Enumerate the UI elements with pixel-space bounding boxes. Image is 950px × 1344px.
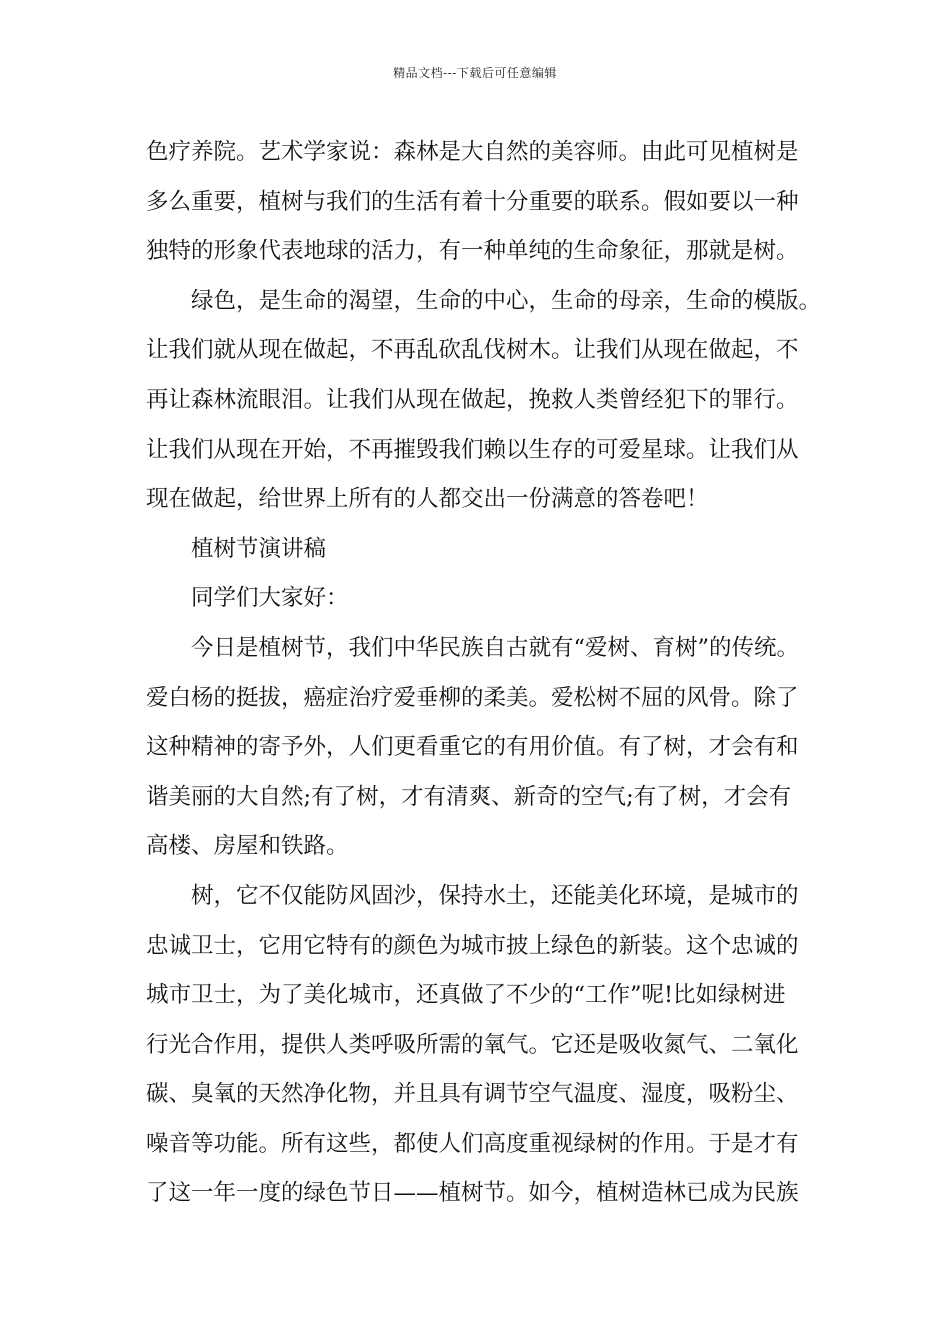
text-line: 让我们就从现在做起，不再乱砍乱伐树木。让我们从现在做起，不 — [146, 337, 799, 364]
text-line: 色疗养院。艺术学家说：森林是大自然的美容师。由此可见植树是 — [146, 139, 799, 165]
text-line: 谐美丽的大自然;有了树，才有清爽、新奇的空气;有了树，才会有 — [146, 783, 792, 810]
text-line: 绿色，是生命的渴望，生命的中心，生命的母亲，生命的模版。 — [191, 287, 822, 314]
text-line: 了这一年一度的绿色节日——植树节。如今，植树造林已成为民族 — [146, 1180, 799, 1207]
text-line: 多么重要，植树与我们的生活有着十分重要的联系。假如要以一种 — [146, 188, 799, 215]
text-line: 再让森林流眼泪。让我们从现在做起，挽救人类曾经犯下的罪行。 — [146, 386, 799, 413]
document-body — [146, 128, 822, 1219]
text-line: 高楼、房屋和铁路。 — [146, 833, 349, 860]
text-line: 噪音等功能。所有这些，都使人们高度重视绿树的作用。于是才有 — [146, 1130, 799, 1157]
text-line: 城市卫士，为了美化城市，还真做了不少的“工作”呢!比如绿树进 — [146, 982, 786, 1009]
text-line: 树，它不仅能防风固沙，保持水土，还能美化环境，是城市的 — [191, 882, 799, 909]
text-line: 这种精神的寄予外，人们更看重它的有用价值。有了树，才会有和 — [146, 734, 799, 761]
text-line: 让我们从现在开始，不再摧毁我们赖以生存的可爱星球。让我们从 — [146, 436, 799, 463]
text-line: 现在做起，给世界上所有的人都交出一份满意的答卷吧！ — [146, 486, 709, 513]
page-header: 精品文档---下载后可任意编辑 — [393, 66, 557, 80]
text-line: 忠诚卫士，它用它特有的颜色为城市披上绿色的新装。这个忠诚的 — [146, 932, 799, 959]
text-line: 爱白杨的挺拔，癌症治疗爱垂柳的柔美。爱松树不屈的风骨。除了 — [146, 684, 799, 711]
text-line: 行光合作用，提供人类呼吸所需的氧气。它还是吸收氮气、二氧化 — [146, 1031, 799, 1058]
text-line: 同学们大家好： — [191, 585, 349, 612]
text-line: 今日是植树节，我们中华民族自古就有“爱树、育树”的传统。 — [191, 634, 800, 661]
text-line: 独特的形象代表地球的活力，有一种单纯的生命象征，那就是树。 — [146, 238, 799, 265]
text-line: 碳、臭氧的天然净化物，并且具有调节空气温度、湿度，吸粉尘、 — [146, 1081, 799, 1108]
text-line: 植树节演讲稿 — [191, 535, 327, 562]
